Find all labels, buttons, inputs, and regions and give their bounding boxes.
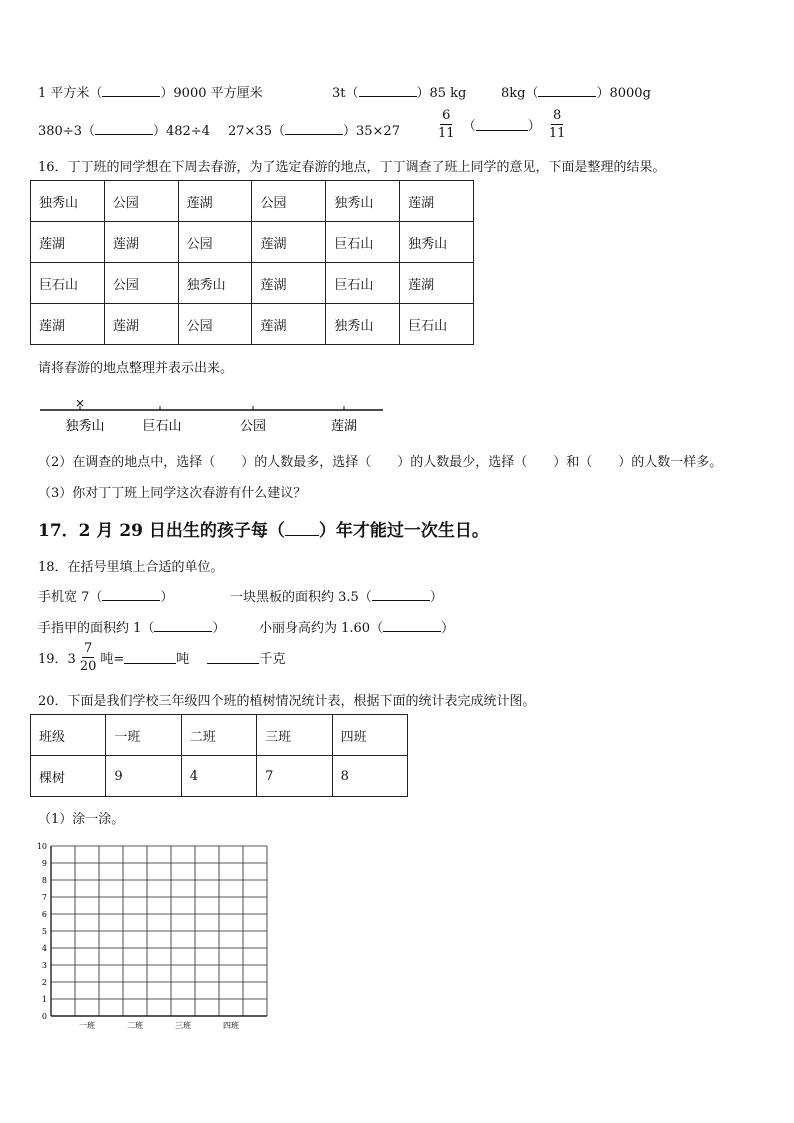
table-cell: 一班 [106, 715, 181, 756]
q15-row2-item1: 380÷3（ ）482÷4 [38, 124, 210, 139]
table-cell: 莲湖 [252, 304, 326, 345]
y-tick-label: 0 [41, 1012, 47, 1021]
q18-item4: 小丽身高约为 1.60（ ） [259, 621, 455, 636]
table-cell: 莲湖 [104, 222, 178, 263]
table-cell: 9 [106, 756, 181, 797]
x-category-label: 二班 [127, 1021, 143, 1030]
table-cell: 班级 [31, 715, 106, 756]
answer-blank[interactable] [372, 588, 430, 601]
table-cell: 巨石山 [326, 263, 400, 304]
q16-instruction: 请将春游的地点整理并表示出来。 [38, 361, 234, 376]
y-tick-label: 8 [41, 876, 47, 885]
table-cell: 独秀山 [400, 222, 474, 263]
fraction-left: $\frac{6}{11}$ [438, 108, 455, 141]
q19: 19．3 $\frac{7}{20}$ 吨= 吨 千克 [38, 641, 286, 674]
q15-row1-item2: 3t（ ）85 kg [332, 86, 467, 101]
table-cell: 莲湖 [31, 222, 105, 263]
answer-blank[interactable] [285, 122, 343, 135]
q15-row1-item1 [38, 82, 263, 101]
label-jushi: 巨石山 [142, 419, 182, 434]
q20-prompt: 20．下面是我们学校三年级四个班的植树情况统计表，根据下面的统计表完成统计图。 [38, 694, 536, 709]
table-cell: 巨石山 [400, 304, 474, 345]
table-row [31, 304, 474, 345]
table-cell: 莲湖 [252, 222, 326, 263]
table-row [31, 222, 474, 263]
table-cell: 莲湖 [400, 181, 474, 222]
text: 1 平方米（ [38, 86, 103, 101]
q17: 17．2 月 29 日出生的孩子每（ ）年才能过一次生日。 [38, 521, 489, 541]
q18-item1: 手机宽 7（ ） [38, 590, 174, 605]
answer-blank[interactable] [207, 651, 259, 664]
tally-mark: × [74, 396, 86, 410]
table-cell: 公园 [104, 263, 178, 304]
answer-blank[interactable] [476, 118, 528, 131]
table-row [31, 756, 408, 797]
y-tick-label: 10 [36, 842, 47, 851]
table-cell: 四班 [332, 715, 407, 756]
y-tick-label: 7 [41, 893, 47, 902]
q15-row2-item3: $\frac{6}{11}$ （ ） $\frac{8}{11}$ [438, 108, 566, 141]
q18-item3: 手指甲的面积约 1（ ） [38, 621, 226, 636]
y-tick-label: 2 [41, 978, 47, 987]
answer-blank[interactable] [124, 651, 176, 664]
table-cell: 独秀山 [326, 181, 400, 222]
y-tick-label: 6 [41, 910, 47, 919]
label-park: 公园 [239, 419, 267, 434]
fraction-right: $\frac{8}{11}$ [548, 108, 566, 141]
y-tick-label: 4 [41, 944, 47, 953]
y-tick-label: 5 [41, 927, 47, 936]
answer-blank[interactable] [102, 84, 160, 97]
table-row [31, 263, 474, 304]
answer-blank[interactable] [154, 619, 212, 632]
table-cell: 公园 [104, 181, 178, 222]
table-cell: 独秀山 [326, 304, 400, 345]
answer-blank[interactable] [359, 84, 417, 97]
x-category-label: 四班 [223, 1021, 239, 1030]
table-cell: 三班 [257, 715, 332, 756]
table-cell: 巨石山 [31, 263, 105, 304]
label-dux: 独秀山 [65, 419, 105, 434]
table-cell: 巨石山 [326, 222, 400, 263]
table-cell: 7 [257, 756, 332, 797]
table-cell: 独秀山 [31, 181, 105, 222]
table-cell: 公园 [178, 222, 252, 263]
q16-sub2: （2）在调查的地点中，选择（ ）的人数最多，选择（ ）的人数最少，选择（ ）和（ ）的人数一样多。 [38, 455, 723, 470]
label-lianhu: 莲湖 [330, 419, 358, 434]
table-cell: 二班 [181, 715, 256, 756]
fraction: $\frac{7}{20}$ [79, 641, 97, 674]
answer-blank[interactable] [383, 619, 441, 632]
text: ）9000 平方厘米 [160, 86, 263, 101]
table-header-row [31, 715, 408, 756]
answer-blank[interactable] [95, 122, 153, 135]
table-cell: 莲湖 [252, 263, 326, 304]
table-cell: 公园 [178, 304, 252, 345]
q15-row1-item3: 8kg（ ）8000g [501, 86, 651, 101]
blank-bar-chart[interactable] [30, 836, 280, 1036]
y-tick-label: 1 [41, 995, 47, 1004]
survey-table [30, 180, 474, 345]
table-row [31, 181, 474, 222]
table-cell: 莲湖 [31, 304, 105, 345]
table-cell: 独秀山 [178, 263, 252, 304]
table-cell: 棵树 [31, 756, 106, 797]
q18-prompt: 18．在括号里填上合适的单位。 [38, 560, 224, 575]
answer-blank[interactable] [102, 588, 160, 601]
table-cell: 莲湖 [104, 304, 178, 345]
q18-item2: 一块黑板的面积约 3.5（ ） [230, 590, 443, 605]
x-category-label: 一班 [79, 1021, 95, 1030]
table-cell: 莲湖 [400, 263, 474, 304]
table-cell: 莲湖 [178, 181, 252, 222]
table-cell: 8 [332, 756, 407, 797]
y-tick-label: 9 [41, 859, 47, 868]
number-line [30, 394, 390, 438]
tree-planting-table [30, 714, 408, 797]
table-cell: 4 [181, 756, 256, 797]
q15-row2-item2: 27×35（ ）35×27 [228, 124, 400, 139]
answer-blank[interactable] [538, 84, 596, 97]
table-cell: 公园 [252, 181, 326, 222]
q16-sub3: （3）你对丁丁班上同学这次春游有什么建议？ [38, 486, 307, 501]
y-tick-label: 3 [41, 961, 47, 970]
q20-sub1: （1）涂一涂。 [38, 812, 125, 827]
x-category-label: 三班 [175, 1021, 191, 1030]
q16-prompt: 16．丁丁班的同学想在下周去春游，为了选定春游的地点，丁丁调查了班上同学的意见，下面是整理的结果。 [38, 160, 666, 175]
answer-blank[interactable] [285, 521, 319, 536]
